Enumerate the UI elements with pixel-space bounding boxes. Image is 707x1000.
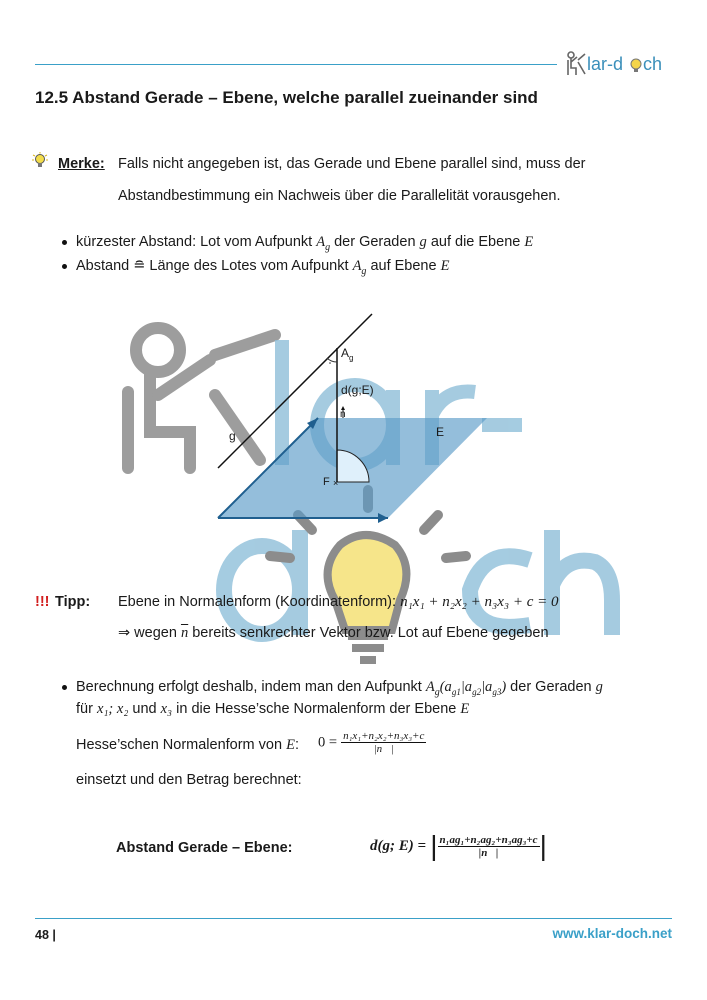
abs-bar-right: | [539,830,547,861]
label-distance: d(g;E) [341,383,374,397]
tipp-label: Tipp: [55,594,91,610]
tipp-text: wegen [130,625,181,641]
math-e: E [286,737,295,753]
implies-arrow: ⇒ [118,625,131,641]
math-e: E [460,701,470,717]
bullet-text: Abstand ≘ Länge des Lotes vom Aufpunkt [76,258,353,274]
tipp-formula: n₁x₁ + n₂x₂ + n₃x₃ + c = 0 [400,594,559,610]
math-x3: x₃ [160,701,173,717]
abs-bar-left: | [430,830,438,861]
bullet-text: auf Ebene [366,258,441,274]
merke-label: Merke: [58,156,105,172]
tipp-text: Ebene in Normalenform (Koordinatenform): [118,594,401,610]
bullet-text: auf die Ebene [426,234,525,250]
math-sub-g: g [325,241,331,253]
label-ag-sub: g [349,353,354,363]
bullet-dot [62,685,67,690]
label-plane-e: E [436,425,445,439]
bullet-dot [62,264,67,269]
result-label: Abstand Gerade – Ebene: [116,840,293,856]
watermark-text-doch [224,530,612,635]
footer-rule [35,918,672,919]
bullet-text: der Geraden [330,234,420,250]
hesse-fraction [341,730,426,755]
footer-url-link[interactable]: www.klar-doch.net [552,926,672,941]
hesse-numerator: n₁x₁+n₂x₂+n₃x₃+c [343,730,425,742]
result-numerator: n₁ag₁+n₂ag₂+n₃ag₃+c [439,833,538,846]
bullet-shortest-distance [76,233,533,257]
svg-text:×: × [333,478,339,488]
header-rule [35,64,557,65]
tipp-marks: !!! [35,594,50,610]
bullet-text: kürzester Abstand: Lot vom Aufpunkt [76,234,317,250]
merke-line-1: Falls nicht angegeben ist, das Gerade und Ebene parallel sind, muss der [118,156,586,172]
bullet-distance-length [76,257,449,281]
bullet-dot [62,240,67,245]
math-e: E [524,234,534,250]
hesse-label [76,736,299,754]
result-lhs: d(g; E) = [370,837,427,854]
watermark-figure [128,328,275,468]
bullet-calculation-2 [76,700,469,718]
bullet-calculation-1 [76,678,603,702]
page-title: 12.5 Abstand Gerade – Ebene, welche parallel zueinander sind [35,88,538,107]
hesse-lhs: 0 = [318,734,338,751]
math-e: E [440,258,450,274]
hesse-text: Hesse’schen Normalenform von [76,737,287,753]
logo [565,48,675,78]
label-normal: n [340,409,346,420]
hesse-denominator: |n⃗| [373,743,394,755]
math-a: A [425,679,435,695]
math-g: g [419,234,427,250]
bullet-text: der Geraden [506,679,596,695]
merke-line-2: Abstandbestimmung ein Nachweis über die Parallelität vorausgehen. [118,188,561,204]
hesse-formula [318,730,426,755]
result-formula [370,830,547,862]
result-denominator: |n⃗| [478,846,499,859]
math-a: A [352,258,362,274]
tipp-line-2 [118,624,549,642]
math-sub-g: g [434,686,440,698]
label-ag [341,346,353,362]
lightbulb-icon [32,152,48,175]
tipp-line-1 [118,593,559,611]
aufpunkt-coordinates: $(a_{g1}|a_{g2}|a_{g3})$ [439,679,507,697]
page-number: 48 | [35,928,56,942]
hesse-after: einsetzt und den Betrag berechnet: [76,772,302,788]
bullet-text: in die Hesse’sche Normalenform der Ebene [172,701,461,717]
math-sub-g: g [361,265,367,277]
label-line-g: g [229,429,236,443]
bullet-text: Berechnung erfolgt deshalb, indem man den Aufpunkt [76,679,426,695]
math-x1-x2: x₁; x₂ [96,701,129,717]
math-a: A [316,234,326,250]
bullet-text: und [128,701,161,717]
math-g: g [595,679,603,695]
hesse-colon: : [294,737,299,753]
logo-text-part: lar-d [587,54,624,74]
logo-graphic [565,48,675,78]
label-foot-f: F [323,476,330,488]
tipp-text: bereits senkrechter Vektor bzw. Lot auf Ebene gegeben [188,625,549,641]
svg-text:ch: ch [643,54,663,74]
label-ag-main: A [341,346,350,360]
vector-n: $\overline{n}$ [180,625,189,641]
bullet-text: für [76,701,97,717]
result-fraction [438,834,540,859]
